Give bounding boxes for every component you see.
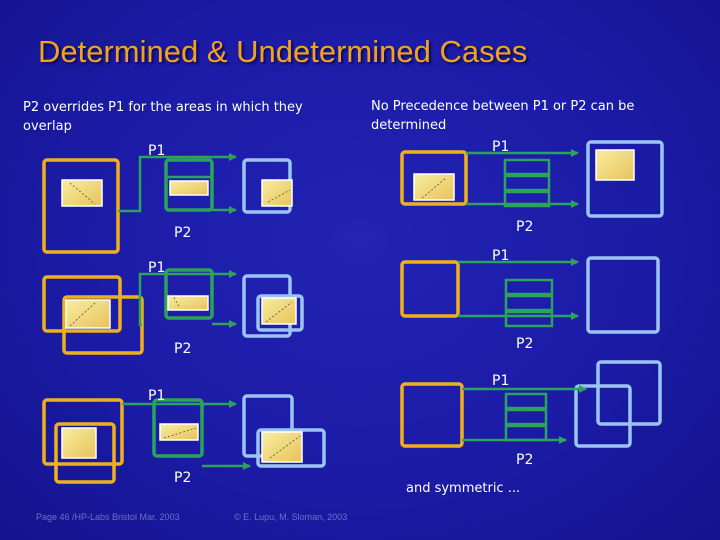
right-row2-p1-label: P1 [492,248,510,264]
left-row2-p1-label: P1 [148,260,166,276]
left-row1-middle-pad [170,181,208,195]
right-row3-p2-label: P2 [516,452,534,468]
right-row2-p2-label: P2 [516,336,534,352]
left-row2-p1-pad [66,300,110,328]
right-row3-p1-box [402,384,462,446]
right-row2-middle-cell-2 [506,296,552,310]
footer-page: Page 46 /HP-Labs Bristol Mar. 2003 [36,512,180,522]
left-row3-p2-pad [262,432,302,462]
right-row2-p1-box [402,262,458,316]
right-row2-middle-cell-3 [506,312,552,326]
left-caption-line-1: P2 overrides P1 for the areas in which they [23,100,303,115]
left-row3-p1-pad [62,428,96,458]
right-row1-p1-pad [414,174,454,200]
slide-title: Determined & Undetermined Cases [38,34,528,69]
right-caption-line-2: determined [371,118,447,133]
right-row3-middle-cell-1 [506,394,546,408]
right-row3-p1-label: P1 [492,373,510,389]
symmetric-note: and symmetric ... [406,481,521,496]
left-caption-line-2: overlap [23,119,72,134]
right-row3-middle-cell-3 [506,426,546,440]
left-row1-p2-pad [262,180,292,206]
left-row2-p2-label: P2 [174,341,192,357]
right-row1-p2-pad [596,150,634,180]
right-row1-middle-cell-1 [505,160,549,174]
right-row3-middle-cell-2 [506,410,546,424]
left-row3-p2-label: P2 [174,470,192,486]
left-row3-p1-label: P1 [148,388,166,404]
right-row2-p2-box [588,258,658,332]
left-row2-middle-box [166,270,212,318]
right-row3-p2-back-box [576,386,630,446]
right-caption-line-1: No Precedence between P1 or P2 can be [371,99,635,114]
left-row1-p1-label: P1 [148,143,166,159]
footer-copyright: © E. Lupu, M. Sloman, 2003 [234,512,348,522]
left-row2-p2-pad [262,298,296,324]
right-row1-p2-label: P2 [516,219,534,235]
left-row1-p1-pad [62,180,102,206]
right-row1-middle-cell-2 [505,176,549,190]
left-row1-p2-label: P2 [174,225,192,241]
right-row1-p1-label: P1 [492,139,510,155]
right-row2-middle-cell-1 [506,280,552,294]
